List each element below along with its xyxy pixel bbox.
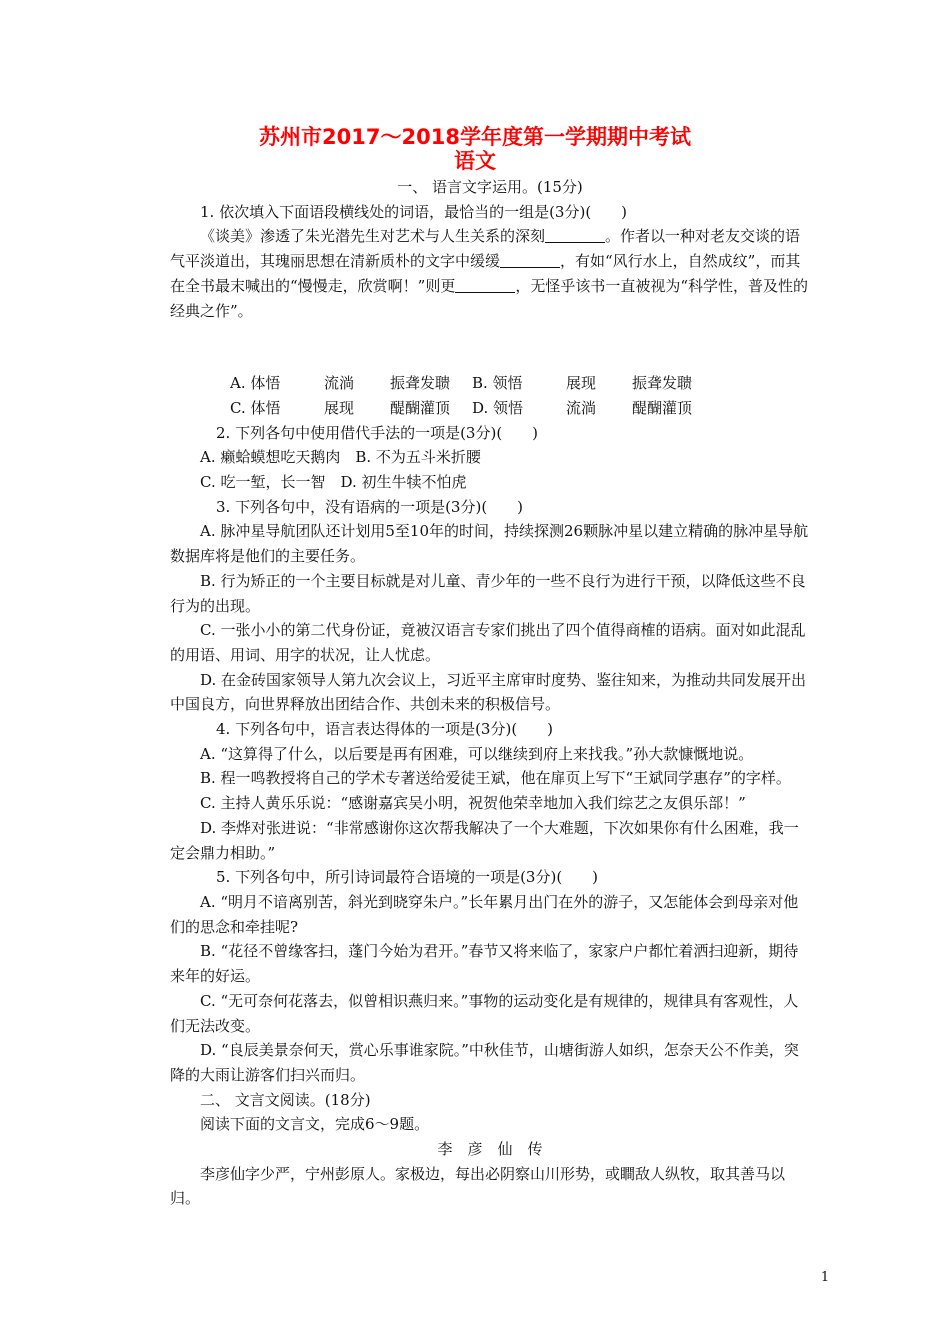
passage-text: 李彦仙字少严，宁州彭原人。家极边，每出必阴察山川形势，或瞷敌人纵牧，取其善马以归。 — [170, 1164, 786, 1208]
q1-passage-part: 《谈美》渗透了朱光潜先生对艺术与人生关系的深刻 — [200, 227, 546, 246]
q1-passage — [170, 224, 810, 323]
q5-option-a: A. “明月不谙离别苦，斜光到晓穿朱户。”长年累月出门在外的游子，又怎能体会到母亲对他们的思念和牵挂呢? — [170, 892, 799, 936]
fill-blank — [545, 227, 605, 243]
q1-option-cell: A. 体悟 — [230, 374, 281, 393]
exam-title: 苏州市2017～2018学年度第一学期期中考试 — [259, 125, 691, 149]
q3-option-b: B. 行为矫正的一个主要目标就是对儿童、青少年的一些不良行为进行干预，以降低这些不良行为的出现。 — [170, 571, 806, 615]
q1-option-cell: 流淌 — [566, 398, 597, 417]
section2-intro: 阅读下面的文言文，完成6～9题。 — [200, 1115, 430, 1134]
q4-option-b: B. 程一鸣教授将自己的学术专著送给爱徒王斌，他在扉页上写下“王斌同学惠存”的字样。 — [200, 769, 791, 788]
q2-options-row: C. 吃一堑，长一智 D. 初生牛犊不怕虎 — [200, 473, 467, 492]
q1-option-cell: 展现 — [324, 398, 355, 417]
fill-blank — [455, 277, 515, 293]
q1-option-cell: 振聋发聩 — [390, 374, 451, 393]
section2-heading: 二、 文言文阅读。(18分) — [200, 1090, 371, 1109]
spacer — [170, 323, 810, 371]
q5-option-b: B. “花径不曾缘客扫，蓬门今始为君开。”春节又将来临了，家家户户都忙着洒扫迎新，期待来年的好运。 — [170, 942, 799, 986]
q3-option-c: C. 一张小小的第二代身份证，竟被汉语言专家们挑出了四个值得商榷的语病。面对如此混乱的用语、用词、用字的状况，让人忧虑。 — [170, 621, 806, 664]
q5-stem: 5. 下列各句中，所引诗词最符合语境的一项是(3分)( ) — [216, 868, 599, 887]
q1-passage-part: ，无怪乎该书一直被视为“科学性，普及性的经典之作”。 — [170, 276, 809, 320]
q4-option-a: A. “这算得了什么，以后要是再有困难，可以继续到府上来找我。”孙大款慷慨地说。 — [200, 744, 754, 763]
q1-option-cell: 流淌 — [324, 374, 355, 393]
q1-option-cell: B. 领悟 — [472, 374, 523, 393]
q1-option-cell: C. 体悟 — [230, 398, 281, 417]
q2-options-row: A. 癞蛤蟆想吃天鹅肉 B. 不为五斗米折腰 — [200, 448, 481, 467]
fill-blank — [500, 252, 560, 268]
q2-stem: 2. 下列各句中使用借代手法的一项是(3分)( ) — [216, 423, 539, 442]
q1-options-row — [170, 396, 810, 421]
q1-options-row — [170, 371, 810, 396]
section1-heading: 一、 语言文字运用。(15分) — [397, 178, 583, 196]
document-body — [170, 175, 810, 1211]
q5-option-d: D. “良辰美景奈何天，赏心乐事谁家院。”中秋佳节，山塘街游人如织，怎奈天公不作美，突降的大雨让游客们扫兴而归。 — [170, 1041, 799, 1084]
q1-option-cell: 展现 — [566, 374, 597, 393]
q5-option-c: C. “无可奈何花落去，似曾相识燕归来。”事物的运动变化是有规律的，规律具有客观性，人们无法改变。 — [170, 991, 799, 1035]
q1-option-cell: 振聋发聩 — [632, 374, 693, 393]
q1-option-cell: 醍醐灌顶 — [632, 398, 693, 417]
q1-option-cell: D. 领悟 — [472, 398, 524, 417]
subject-title: 语文 — [454, 149, 496, 173]
q3-option-d: D. 在金砖国家领导人第九次会议上，习近平主席审时度势、鉴往知来，为推动共同发展开出中国良方，向世界释放出团结合作、共创未来的积极信号。 — [170, 670, 807, 714]
q1-passage-part: 。作者以一种对老友交谈的语气平淡道出，其瑰丽思想在清新质朴的文字中缓缓 — [170, 227, 801, 271]
q1-stem: 1. 依次填入下面语段横线处的词语，最恰当的一组是(3分)( ) — [200, 202, 628, 221]
q4-option-c: C. 主持人黄乐乐说：“感谢嘉宾吴小明，祝贺他荣幸地加入我们综艺之友俱乐部！” — [200, 794, 746, 813]
q4-option-d: D. 李烨对张进说：“非常感谢你这次帮我解决了一个大难题，下次如果你有什么困难，我一定会鼎力相助。” — [170, 818, 799, 862]
q3-stem: 3. 下列各句中，没有语病的一项是(3分)( ) — [216, 497, 524, 516]
passage-title: 李 彦 仙 传 — [437, 1140, 543, 1159]
q1-option-cell: 醍醐灌顶 — [390, 398, 451, 417]
q3-option-a: A. 脉冲星导航团队还计划用5至10年的时间，持续探测26颗脉冲星以建立精确的脉冲星导航数据库将是他们的主要任务。 — [170, 522, 809, 566]
page-number: 1 — [820, 1270, 830, 1285]
q4-stem: 4. 下列各句中，语言表达得体的一项是(3分)( ) — [216, 720, 554, 739]
q1-passage-part: ，有如“风行水上，自然成纹”，而其在全书最末喊出的“慢慢走，欣赏啊！”则更 — [170, 252, 801, 295]
